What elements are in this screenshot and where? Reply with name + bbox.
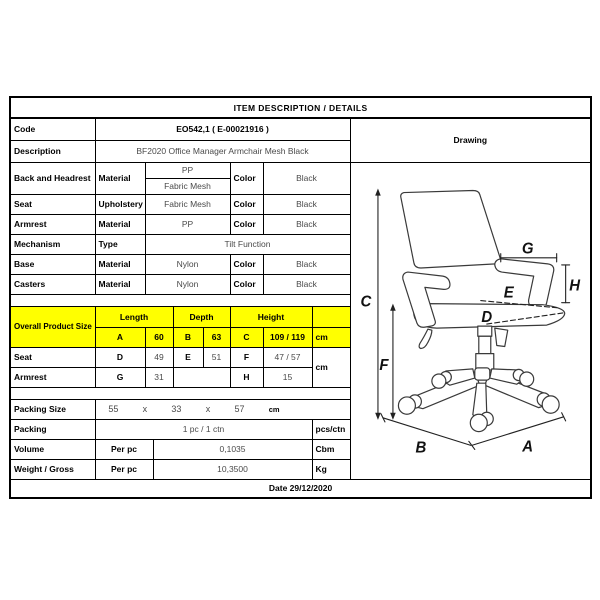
base-color-label: Color — [230, 254, 263, 274]
dim-label-b: B — [414, 438, 426, 457]
overall-length-value: 60 — [145, 327, 173, 347]
tilt-lever — [419, 329, 432, 348]
armrest-color-label: Color — [230, 214, 263, 234]
gap-strip-2 — [10, 387, 350, 399]
packing-size-x1: x — [142, 404, 148, 414]
date-cell: Date 29/12/2020 — [10, 479, 591, 498]
gas-lift-top — [477, 326, 491, 336]
mechanism-attr: Type — [95, 234, 145, 254]
back-headrest-row — [10, 162, 591, 178]
chair-back — [400, 190, 500, 267]
back-headrest-attr: Material — [95, 162, 145, 194]
overall-height-key: C — [230, 327, 263, 347]
mechanism-value: Tilt Function — [145, 234, 350, 254]
caster-wheel — [519, 371, 533, 385]
seat-height-key: F — [230, 347, 263, 367]
back-headrest-material-bottom: Fabric Mesh — [145, 178, 230, 194]
description-value: BF2020 Office Manager Armchair Mesh Black — [95, 140, 350, 162]
casters-color-label: Color — [230, 274, 263, 294]
armrest-material: PP — [145, 214, 230, 234]
base-color-value: Black — [263, 254, 350, 274]
casters-color-value: Black — [263, 274, 350, 294]
overall-depth-value: 63 — [203, 327, 230, 347]
weight-label: Weight / Gross — [10, 459, 95, 479]
packing-size-width: 55 — [108, 404, 119, 414]
overall-size-label: Overall Product Size — [10, 306, 95, 347]
seat-attr: Upholstery — [95, 194, 145, 214]
casters-attr: Material — [95, 274, 145, 294]
armrest-size-label: Armrest — [10, 367, 95, 387]
chair-drawing — [351, 163, 591, 479]
base-hub — [474, 367, 489, 379]
base-label: Base — [10, 254, 95, 274]
dim-line-b — [382, 417, 470, 445]
armrest-height-key: H — [230, 367, 263, 387]
back-headrest-material-top: PP — [145, 162, 230, 178]
armrest-length-key: G — [95, 367, 145, 387]
title-row — [10, 97, 591, 118]
drawing-header: Drawing — [350, 118, 591, 162]
seat-size-label: Seat — [10, 347, 95, 367]
dim-label-e: E — [503, 283, 514, 302]
code-value: EO542,1 ( E-00021916 ) — [95, 118, 350, 140]
seat-armrest-unit: cm — [312, 347, 350, 387]
seat-color-label: Color — [230, 194, 263, 214]
seat-length-key: D — [95, 347, 145, 367]
overall-size-unit: cm — [312, 327, 350, 347]
packing-size-value-cell — [95, 399, 350, 419]
caster-wheel — [398, 396, 415, 413]
dim-label-h: H — [568, 276, 580, 294]
seat-material: Fabric Mesh — [145, 194, 230, 214]
seat-label: Seat — [10, 194, 95, 214]
armrest-depth-empty — [173, 367, 230, 387]
caster-wheel — [431, 374, 445, 388]
mechanism-label: Mechanism — [10, 234, 95, 254]
dim-label-g: G — [521, 240, 534, 258]
date-row — [10, 479, 591, 498]
base-material: Nylon — [145, 254, 230, 274]
casters-label: Casters — [10, 274, 95, 294]
back-headrest-label: Back and Headrest — [10, 162, 95, 194]
page-title: ITEM DESCRIPTION / DETAILS — [10, 97, 591, 118]
weight-unit: Kg — [312, 459, 350, 479]
overall-height-value: 109 / 119 — [263, 327, 312, 347]
adjust-knob — [494, 328, 507, 346]
caster-wheel — [542, 395, 559, 412]
packing-size-height: 57 — [234, 404, 245, 414]
code-label: Code — [10, 118, 95, 140]
packing-label: Packing — [10, 419, 95, 439]
back-headrest-color-label: Color — [230, 162, 263, 194]
drawing-cell — [350, 162, 591, 479]
item-description-table — [9, 96, 592, 499]
dim-label-f: F — [378, 356, 389, 374]
packing-size-label: Packing Size — [10, 399, 95, 419]
armrest-attr: Material — [95, 214, 145, 234]
seat-depth-key: E — [173, 347, 203, 367]
volume-unit: Cbm — [312, 439, 350, 459]
armrest-length-value: 31 — [145, 367, 173, 387]
casters-material: Nylon — [145, 274, 230, 294]
dim-label-a: A — [521, 437, 533, 456]
base-attr: Material — [95, 254, 145, 274]
height-column-header: Height — [230, 306, 312, 327]
dim-label-c: C — [360, 293, 371, 311]
volume-label: Volume — [10, 439, 95, 459]
gas-lift-mid — [478, 336, 490, 353]
overall-depth-key: B — [173, 327, 203, 347]
caster-wheel — [470, 414, 487, 431]
seat-depth-value: 51 — [203, 347, 230, 367]
packing-size-depth: 33 — [171, 404, 182, 414]
packing-size-unit: cm — [268, 404, 280, 414]
armrest-color-value: Black — [263, 214, 350, 234]
armrest-label: Armrest — [10, 214, 95, 234]
gap-strip — [10, 294, 350, 306]
description-label: Description — [10, 140, 95, 162]
length-column-header: Length — [95, 306, 173, 327]
volume-value: 0,1035 — [153, 439, 312, 459]
armrest-height-value: 15 — [263, 367, 312, 387]
volume-basis: Per pc — [95, 439, 153, 459]
seat-height-value: 47 / 57 — [263, 347, 312, 367]
weight-basis: Per pc — [95, 459, 153, 479]
packing-unit: pcs/ctn — [312, 419, 350, 439]
dim-label-d: D — [480, 308, 492, 326]
seat-color-value: Black — [263, 194, 350, 214]
packing-value: 1 pc / 1 ctn — [95, 419, 312, 439]
seat-length-value: 49 — [145, 347, 173, 367]
size-header-spacer — [312, 306, 350, 327]
back-headrest-color-value: Black — [263, 162, 350, 194]
code-row — [10, 118, 591, 140]
weight-value: 10,3500 — [153, 459, 312, 479]
overall-length-key: A — [95, 327, 145, 347]
depth-column-header: Depth — [173, 306, 230, 327]
packing-size-x2: x — [205, 404, 211, 414]
